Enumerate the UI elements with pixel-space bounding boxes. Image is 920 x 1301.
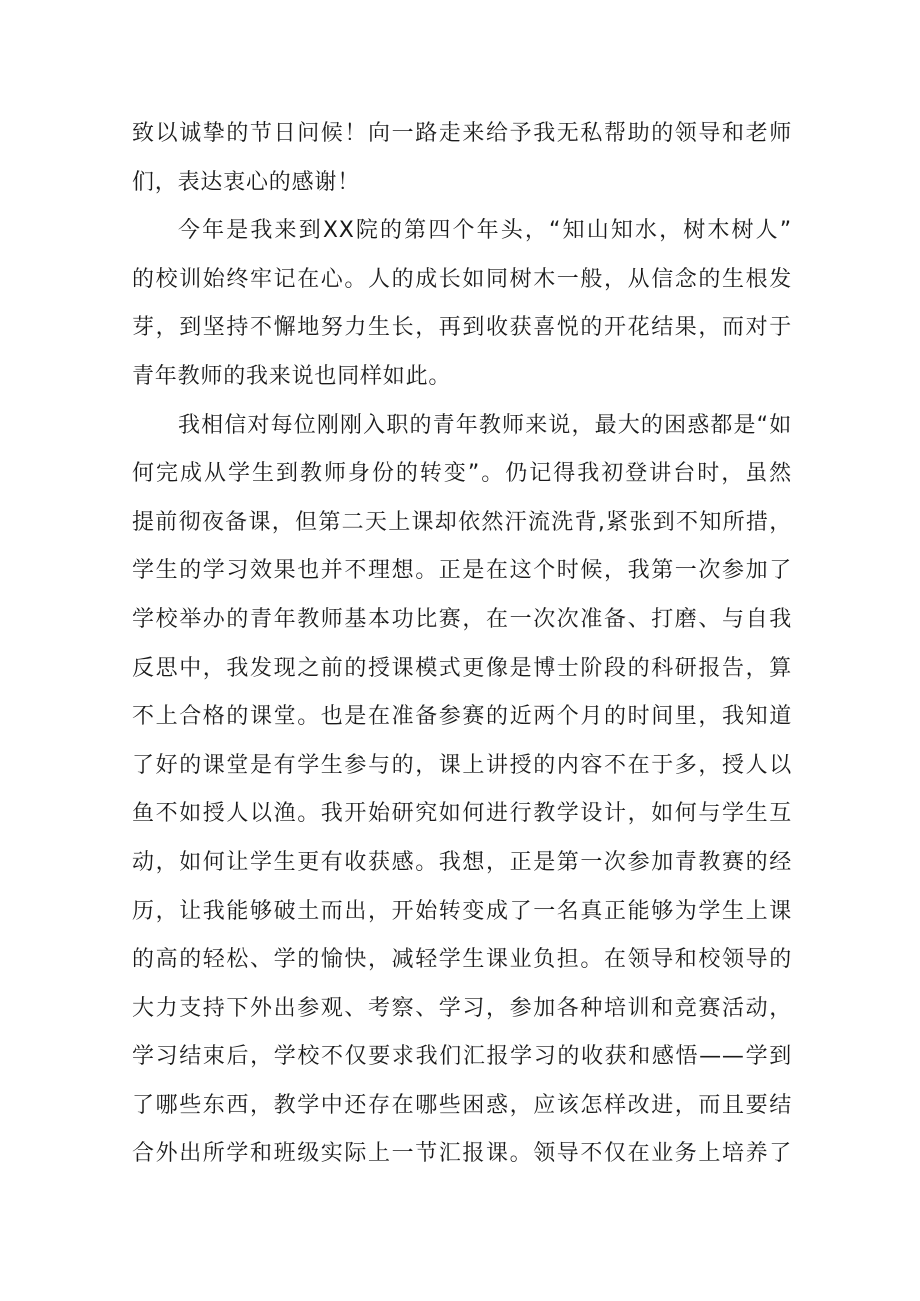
text-line: 合外出所学和班级实际上一节汇报课。领导不仅在业务上培养了 (132, 1141, 792, 1167)
document-body (132, 110, 792, 1179)
text-line: 学校举办的青年教师基本功比赛，在一次次准备、打磨、与自我 (132, 606, 792, 632)
text-line: 动，如何让学生更有收获感。我想，正是第一次参加青教赛的经 (132, 849, 792, 875)
text-line: 鱼不如授人以渔。我开始研究如何进行教学设计，如何与学生互 (132, 801, 792, 827)
text-line: 青年教师的我来说也同样如此。 (132, 363, 452, 389)
text-line: 提前彻夜备课，但第二天上课却依然汗流洗背,紧张到不知所措， (132, 509, 792, 535)
text-line: 大力支持下外出参观、考察、学习，参加各种培训和竞赛活动， (132, 995, 792, 1021)
text-line: 芽，到坚持不懈地努力生长，再到收获喜悦的开花结果，而对于 (132, 315, 792, 341)
text-line: 历，让我能够破土而出，开始转变成了一名真正能够为学生上课 (132, 898, 792, 924)
text-line: 今年是我来到XX院的第四个年头，“知山知水，树木树人” (178, 218, 792, 244)
text-line: 了哪些东西，教学中还存在哪些困惑，应该怎样改进，而且要结 (132, 1092, 792, 1118)
text-line: 的高的轻松、学的愉快，减轻学生课业负担。在领导和校领导的 (132, 947, 792, 973)
text-line: 学习结束后，学校不仅要求我们汇报学习的收获和感悟——学到 (132, 1044, 792, 1070)
text-line: 们，表达衷心的感谢！ (132, 169, 361, 195)
text-line: 学生的学习效果也并不理想。正是在这个时候，我第一次参加了 (132, 558, 792, 584)
text-line: 不上合格的课堂。也是在准备参赛的近两个月的时间里，我知道 (132, 704, 792, 730)
text-line: 反思中，我发现之前的授课模式更像是博士阶段的科研报告，算 (132, 655, 792, 681)
text-line: 何完成从学生到教师身份的转变”。仍记得我初登讲台时，虽然 (132, 461, 792, 487)
text-line: 了好的课堂是有学生参与的，课上讲授的内容不在于多，授人以 (132, 752, 792, 778)
text-line: 致以诚挚的节日问候！向一路走来给予我无私帮助的领导和老师 (132, 121, 792, 146)
text-line: 我相信对每位刚刚入职的青年教师来说，最大的困惑都是“如 (178, 412, 792, 438)
text-line: 的校训始终牢记在心。人的成长如同树木一般，从信念的生根发 (132, 266, 792, 292)
